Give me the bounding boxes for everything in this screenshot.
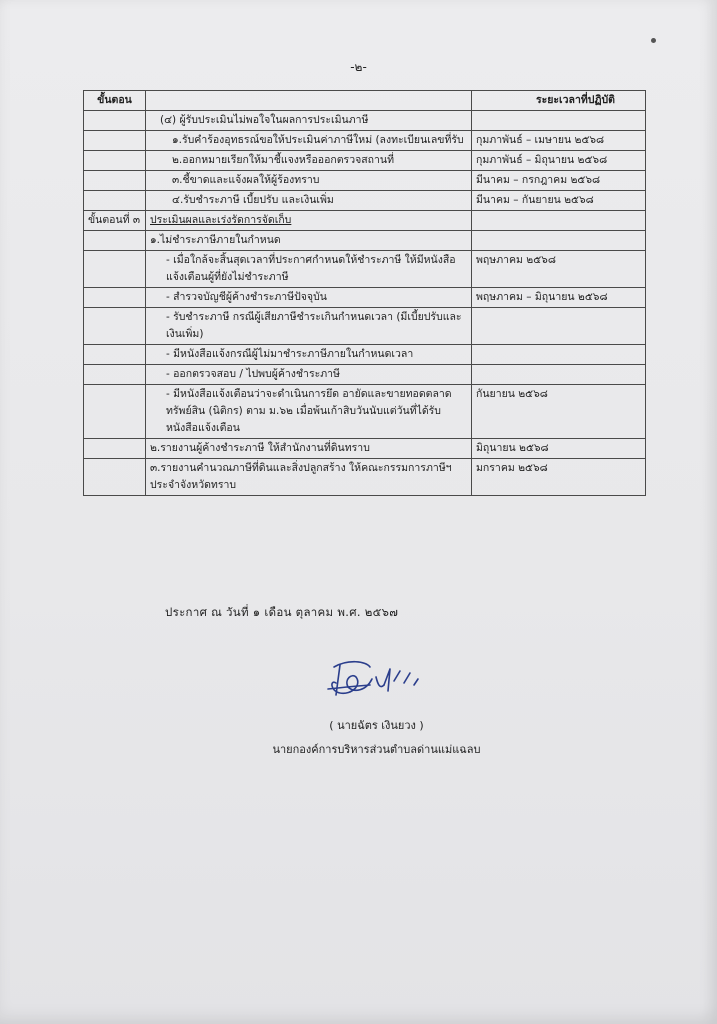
period-cell xyxy=(472,308,646,345)
step-cell xyxy=(84,251,146,288)
signer-name: ( นายฉัตร เงินยวง ) xyxy=(329,719,424,732)
step-cell: ขั้นตอนที่ ๓ xyxy=(84,211,146,231)
step-cell xyxy=(84,231,146,251)
punch-mark xyxy=(651,38,656,43)
step-cell xyxy=(84,308,146,345)
detail-cell: - ออกตรวจสอบ / ไปพบผู้ค้างชำระภาษี xyxy=(146,365,472,385)
announcement-date: ประกาศ ณ วันที่ ๑ เดือน ตุลาคม พ.ศ. ๒๕๖๗ xyxy=(165,605,399,619)
table-row xyxy=(84,151,646,171)
period-cell xyxy=(472,345,646,365)
period-cell: มีนาคม – กันยายน ๒๕๖๘ xyxy=(472,191,646,211)
table-row xyxy=(84,111,646,131)
step-cell xyxy=(84,385,146,439)
step-cell xyxy=(84,345,146,365)
table-row xyxy=(84,459,646,496)
detail-cell: - มีหนังสือแจ้งกรณีผู้ไม่มาชำระภาษีภายในกำหนดเวลา xyxy=(146,345,472,365)
table-row xyxy=(84,231,646,251)
period-cell: พฤษภาคม – มิถุนายน ๒๕๖๘ xyxy=(472,288,646,308)
table-row xyxy=(84,131,646,151)
header-period: ระยะเวลาที่ปฏิบัติ xyxy=(472,91,646,111)
step-cell xyxy=(84,288,146,308)
table-row xyxy=(84,385,646,439)
period-cell: กุมภาพันธ์ – มิถุนายน ๒๕๖๘ xyxy=(472,151,646,171)
step-cell xyxy=(84,365,146,385)
table-row xyxy=(84,308,646,345)
step-cell xyxy=(84,151,146,171)
table-row xyxy=(84,288,646,308)
detail-cell: (๔) ผู้รับประเมินไม่พอใจในผลการประเมินภาษี xyxy=(146,111,472,131)
table-row xyxy=(84,211,646,231)
step-cell xyxy=(84,459,146,496)
page-number: -๒- xyxy=(350,60,367,74)
period-cell: พฤษภาคม ๒๕๖๘ xyxy=(472,251,646,288)
section-title: ประเมินผลและเร่งรัดการจัดเก็บ xyxy=(146,211,472,231)
step-cell xyxy=(84,191,146,211)
table-row xyxy=(84,365,646,385)
period-cell xyxy=(472,231,646,251)
detail-cell: - เมื่อใกล้จะสิ้นสุดเวลาที่ประกาศกำหนดให้ชำระภาษี ให้มีหนังสือแจ้งเตือนผู้ที่ยังไม่ชำระภาษี xyxy=(146,251,472,288)
schedule-table xyxy=(83,90,646,496)
detail-cell: ๓.รายงานคำนวณภาษีที่ดินและสิ่งปลูกสร้าง ให้คณะกรรมการภาษีฯ ประจำจังหวัดทราบ xyxy=(146,459,472,496)
detail-cell: ๓.ชี้ขาดและแจ้งผลให้ผู้ร้องทราบ xyxy=(146,171,472,191)
period-cell xyxy=(472,111,646,131)
detail-cell: ๒.ออกหมายเรียกให้มาชี้แจงหรือออกตรวจสถานที่ xyxy=(146,151,472,171)
table-row xyxy=(84,191,646,211)
period-cell: กันยายน ๒๕๖๘ xyxy=(472,385,646,439)
step-cell xyxy=(84,439,146,459)
detail-cell: - รับชำระภาษี กรณีผู้เสียภาษีชำระเกินกำหนดเวลา (มีเบี้ยปรับและเงินเพิ่ม) xyxy=(146,308,472,345)
table-row xyxy=(84,171,646,191)
detail-cell: ๔.รับชำระภาษี เบี้ยปรับ และเงินเพิ่ม xyxy=(146,191,472,211)
header-detail xyxy=(146,91,472,111)
table-row xyxy=(84,345,646,365)
detail-cell: ๑.รับคำร้องอุทธรณ์ขอให้ประเมินค่าภาษีใหม่ (ลงทะเบียนเลขที่รับ xyxy=(146,131,472,151)
step-cell xyxy=(84,171,146,191)
table-row xyxy=(84,439,646,459)
detail-cell: - มีหนังสือแจ้งเตือนว่าจะดำเนินการยึด อายัดและขายทอดตลาดทรัพย์สิน (นิติกร) ตาม ม.๖๒ เมื่อพ้นเก้าสิบวันนับแต่วันที่ได้รับหนังสือแจ้งเตือน xyxy=(146,385,472,439)
step-cell xyxy=(84,131,146,151)
table-row xyxy=(84,251,646,288)
period-cell: กุมภาพันธ์ – เมษายน ๒๕๖๘ xyxy=(472,131,646,151)
period-cell: มีนาคม – กรกฎาคม ๒๕๖๘ xyxy=(472,171,646,191)
period-cell xyxy=(472,211,646,231)
period-cell xyxy=(472,365,646,385)
period-cell: มิถุนายน ๒๕๖๘ xyxy=(472,439,646,459)
header-step: ขั้นตอน xyxy=(84,91,146,111)
period-cell: มกราคม ๒๕๖๘ xyxy=(472,459,646,496)
table-header-row xyxy=(84,91,646,111)
handwritten-signature xyxy=(326,655,446,705)
detail-cell: ๑.ไม่ชำระภาษีภายในกำหนด xyxy=(146,231,472,251)
signer-position: นายกองค์การบริหารส่วนตำบลด่านแม่แฉลบ xyxy=(272,743,481,756)
detail-cell: ๒.รายงานผู้ค้างชำระภาษี ให้สำนักงานที่ดินทราบ xyxy=(146,439,472,459)
step-cell xyxy=(84,111,146,131)
detail-cell: - สำรวจบัญชีผู้ค้างชำระภาษีปัจจุบัน xyxy=(146,288,472,308)
